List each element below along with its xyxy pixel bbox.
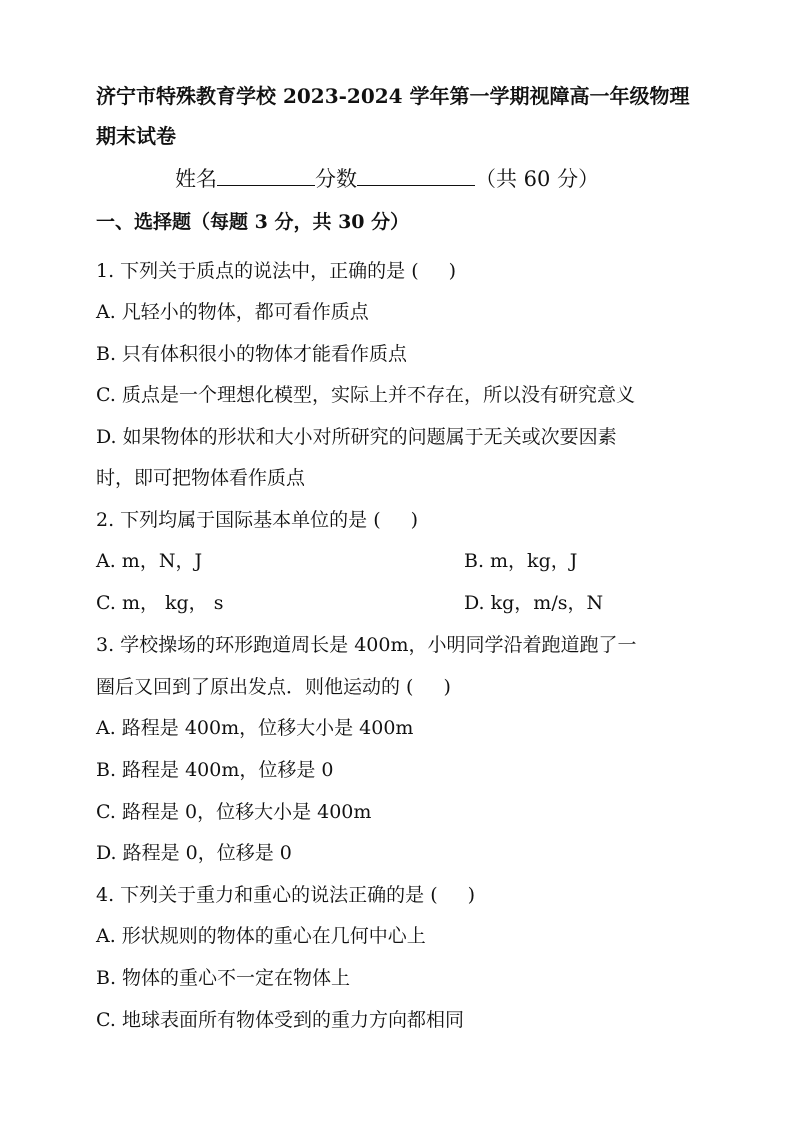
- question-3-option-b: B. 路程是 400m，位移是 0: [96, 759, 334, 781]
- question-4-close: ): [467, 884, 476, 906]
- question-2-options-row-2: [96, 591, 604, 615]
- score-blank: [357, 165, 475, 186]
- question-1-option-b: B. 只有体积很小的物体才能看作质点: [96, 343, 408, 365]
- question-3-text: 圈后又回到了原出发点．则他运动的 (: [96, 676, 414, 698]
- section-heading: 一、选择题（每题 3 分，共 30 分）: [96, 211, 410, 233]
- question-3-option-a: A. 路程是 400m，位移大小是 400m: [96, 717, 414, 739]
- question-3-stem-line-1: 3. 学校操场的环形跑道周长是 400m，小明同学沿着跑道跑了一: [96, 634, 637, 656]
- question-4-option-b: B. 物体的重心不一定在物体上: [96, 967, 351, 989]
- question-3-close: ): [443, 676, 451, 698]
- question-4-text: 4. 下列关于重力和重心的说法正确的是 (: [96, 884, 438, 906]
- question-2-option-d: D. kg，m/s，N: [464, 592, 604, 614]
- question-2-stem: [96, 508, 418, 532]
- question-3-option-d: D. 路程是 0，位移是 0: [96, 842, 292, 864]
- question-1-option-a: A. 凡轻小的物体，都可看作质点: [96, 301, 369, 323]
- question-1-option-c: C. 质点是一个理想化模型，实际上并不存在，所以没有研究意义: [96, 384, 635, 406]
- name-blank: [217, 165, 315, 186]
- question-2-close: ): [410, 509, 419, 531]
- question-4-option-a: A. 形状规则的物体的重心在几何中心上: [96, 925, 426, 947]
- question-1-close: ): [448, 260, 457, 282]
- student-info-row: [175, 165, 599, 191]
- question-1-option-d-cont: 时，即可把物体看作质点: [96, 467, 306, 489]
- exam-title-line-2: 期末试卷: [96, 124, 176, 148]
- total-points: （共 60 分）: [475, 167, 600, 191]
- question-3-option-c: C. 路程是 0，位移大小是 400m: [96, 801, 372, 823]
- question-3-stem-line-2: [96, 675, 451, 699]
- question-2-options-row-1: [96, 549, 578, 573]
- question-2-option-c: C. m， kg， s: [96, 592, 224, 614]
- question-2-text: 2. 下列均属于国际基本单位的是 (: [96, 509, 381, 531]
- question-2-option-a: A. m，N，J: [96, 550, 203, 572]
- question-1-stem: [96, 259, 456, 283]
- question-1-text: 1. 下列关于质点的说法中，正确的是 (: [96, 260, 419, 282]
- question-2-option-b: B. m，kg，J: [464, 550, 578, 572]
- name-label: 姓名: [175, 167, 217, 191]
- question-1-option-d: D. 如果物体的形状和大小对所研究的问题属于无关或次要因素: [96, 426, 617, 448]
- question-4-option-c: C. 地球表面所有物体受到的重力方向都相同: [96, 1009, 464, 1031]
- exam-title-line-1: 济宁市特殊教育学校 2023-2024 学年第一学期视障高一年级物理: [96, 84, 690, 108]
- score-label: 分数: [315, 167, 357, 191]
- question-4-stem: [96, 883, 475, 907]
